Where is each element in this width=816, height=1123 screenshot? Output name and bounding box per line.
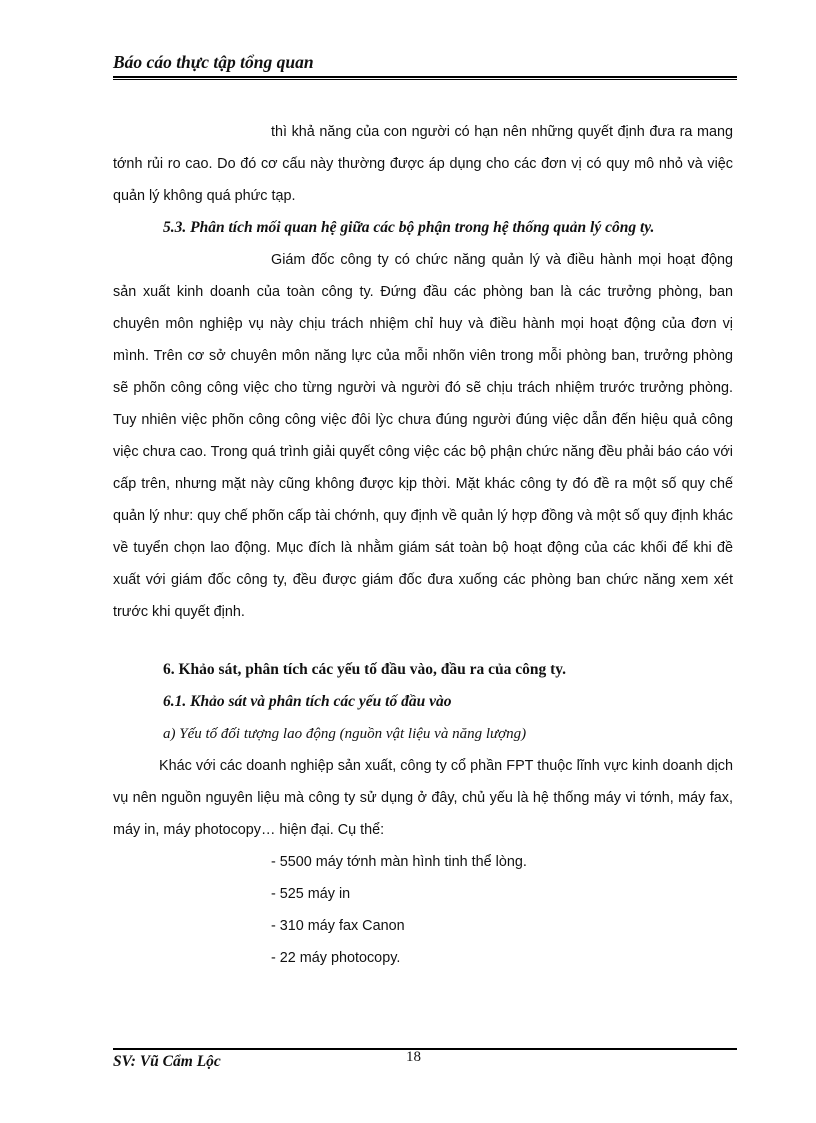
paragraph-inputs: Khác với các doanh nghiệp sản xuất, công ty cổ phần FPT thuộc lĩnh vực kinh doanh dịch vụ nên nguồn nguyên liệu mà công ty sử dụng ở đây, chủ yếu là hệ thống máy vi tớnh, máy fax, máy in, máy photocopy… hiện đại. Cụ thể: — [113, 758, 733, 838]
footer-divider — [113, 1048, 737, 1050]
page-number: 18 — [406, 1049, 421, 1065]
list-item: - 310 máy fax Canon — [271, 918, 405, 934]
list-item: - 22 máy photocopy. — [271, 950, 401, 966]
heading-6: 6. Khảo sát, phân tích các yếu tố đầu vào, đầu ra của công ty. — [163, 661, 567, 678]
page-header-title: Báo cáo thực tập tổng quan — [113, 52, 314, 72]
subheading-a: a) Yếu tố đối tượng lao động (nguồn vật liệu và năng lượng) — [163, 726, 527, 742]
header-divider — [113, 76, 737, 80]
footer-author: SV: Vũ Cẩm Lộc — [113, 1053, 221, 1070]
list-item: - 5500 máy tớnh màn hình tinh thể lòng. — [271, 854, 527, 870]
equipment-list — [113, 846, 733, 974]
heading-6-1: 6.1. Khảo sát và phân tích các yếu tố đầu vào — [163, 693, 452, 710]
list-item: - 525 máy in — [271, 886, 351, 902]
paragraph-continuation: thì khả năng của con người có hạn nên những quyết định đưa ra mang tớnh rủi ro cao. Do đó cơ cấu này thường được áp dụng cho các đơn vị có quy mô nhỏ và việc quản lý không quá phức tạp. — [113, 124, 733, 204]
heading-5-3: 5.3. Phân tích mối quan hệ giữa các bộ phận trong hệ thống quản lý công ty. — [163, 219, 655, 236]
paragraph-relations: Giám đốc công ty có chức năng quản lý và điều hành mọi hoạt động sản xuất kinh doanh của toàn công ty. Đứng đầu các phòng ban là các trưởng phòng, ban chuyên môn nghiệp vụ này chịu trách nhiệm chỉ huy và điều hành mọi hoạt động của đơn vị mình. Trên cơ sở chuyên môn năng lực của mỗi nhõn viên trong mỗi phòng ban, trưởng phòng sẽ phõn công công việc cho từng người và người đó sẽ chịu trách nhiệm trước trưởng phòng. Tuy nhiên việc phõn công công việc đôi lỳc chưa đúng người đúng việc dẫn đến hiệu quả công việc chưa cao. Trong quá trình giải quyết công việc các bộ phận chức năng đều phải báo cáo với cấp trên, nhưng mặt này cũng không được kịp thời. Mặt khác công ty đó đề ra một số quy chế quản lý như: quy chế phõn cấp tài chớnh, quy định về quản lý hợp đồng và một số quy định khác về tuyển chọn lao động. Mục đích là nhằm giám sát toàn bộ hoạt động của các khối để khi đề xuất với giám đốc công ty, đều được giám đốc đưa xuống các phòng ban chức năng xem xét trước khi quyết định. — [113, 252, 733, 620]
page-content — [113, 116, 733, 974]
